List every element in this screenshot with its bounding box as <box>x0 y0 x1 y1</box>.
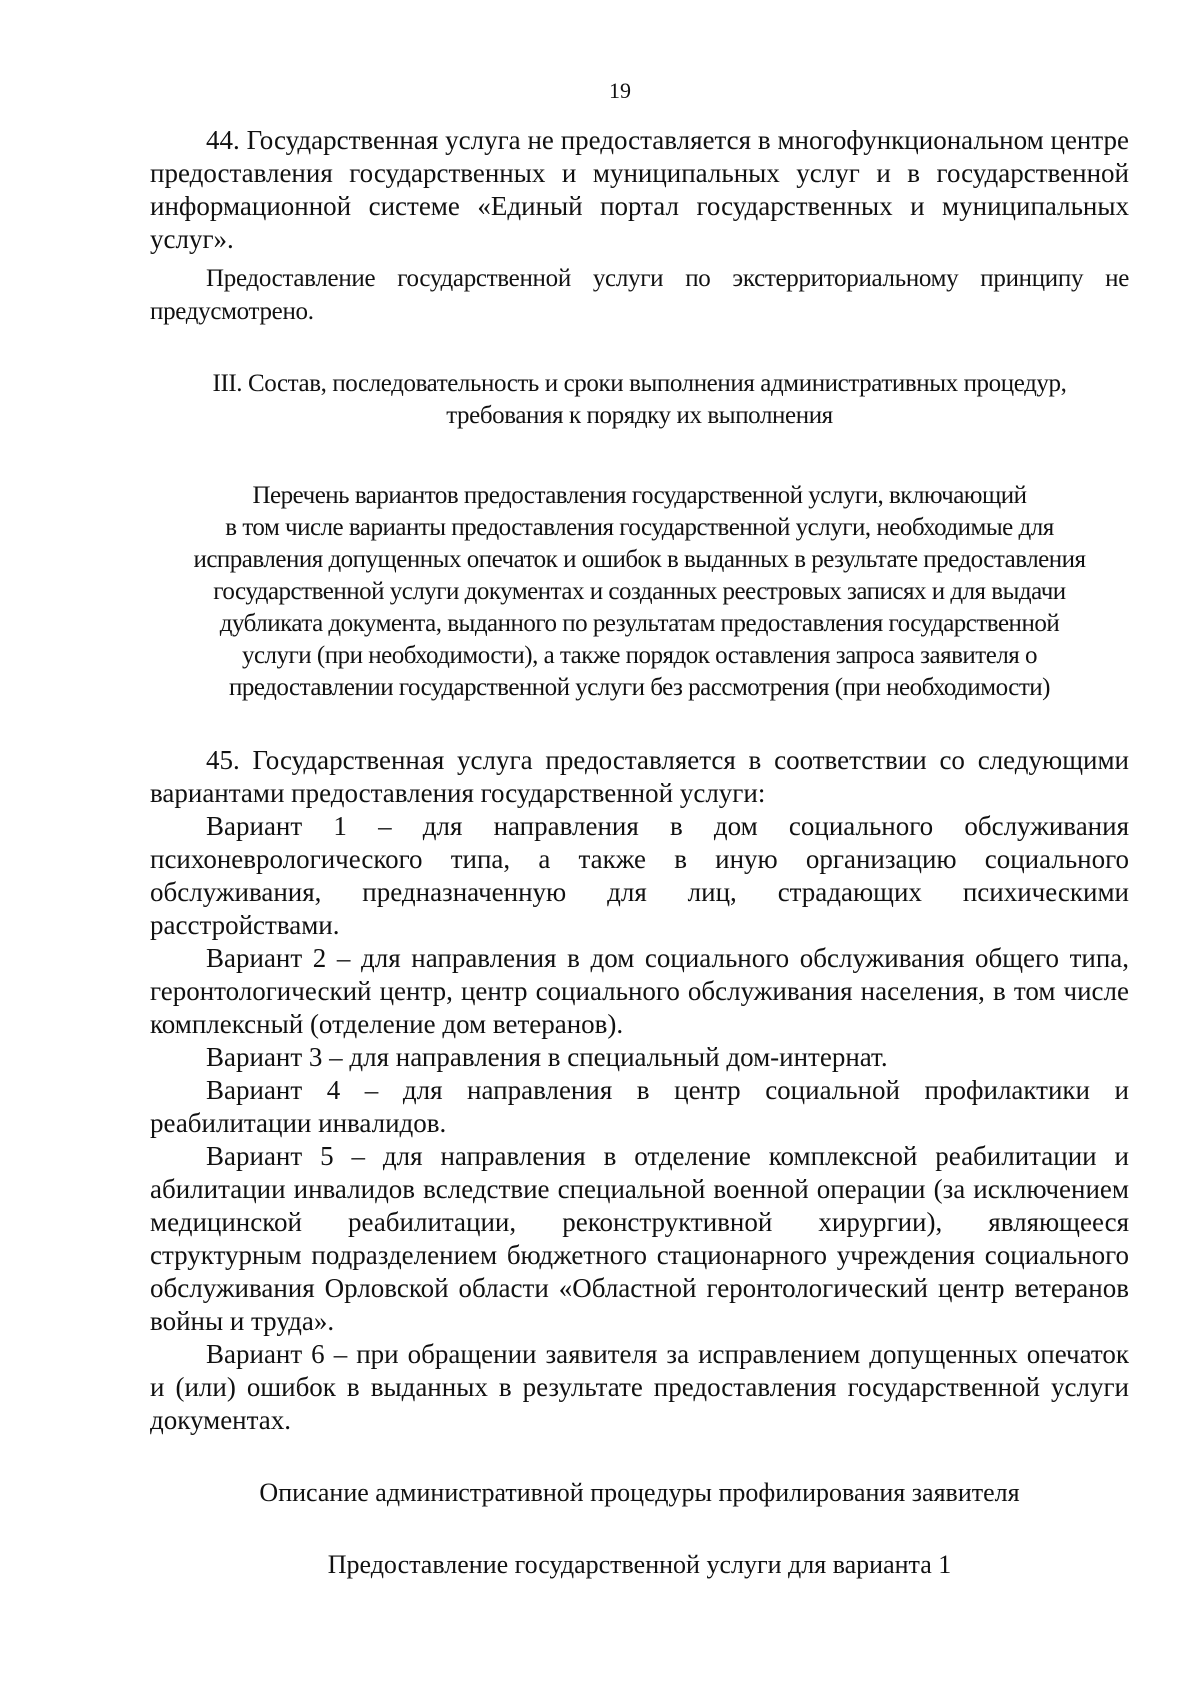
variants-heading-line: государственной услуги документах и созданных реестровых записях и для выдачи <box>213 578 1066 605</box>
document-body <box>150 124 1129 1581</box>
variant-item: Вариант 6 – при обращении заявителя за исправлением допущенных опечаток и (или) ошибок в выданных в результате предоставления государственной услуги документах. <box>150 1339 1129 1435</box>
variant-item: Вариант 1 – для направления в дом социального обслуживания психоневрологического типа, а также в иную организацию социального обслуживания, предназначенную для лиц, страдающих психическими расстройствами. <box>150 811 1129 940</box>
variants-heading-line: в том числе варианты предоставления государственной услуги, необходимые для <box>225 514 1054 541</box>
paragraph-44-extraterritorial: Предоставление государственной услуги по экстерриториальному принципу не предусмотрено. <box>150 265 1129 325</box>
variant-item: Вариант 3 – для направления в специальный дом-интернат. <box>206 1042 888 1072</box>
variants-heading-line: услуги (при необходимости), а также порядок оставления запроса заявителя о <box>241 642 1038 669</box>
variants-heading-line: Перечень вариантов предоставления государственной услуги, включающий <box>252 482 1027 509</box>
variant-item: Вариант 5 – для направления в отделение комплексной реабилитации и абилитации инвалидов вследствие специальной военной операции (за исключением медицинской реабилитации, реконструктивной хирургии), являющееся структурным подразделением бюджетного стационарного учреждения социального обслуживания Орловской области «Областной геронтологический центр ветеранов войны и труда». <box>150 1141 1129 1336</box>
variants-heading-line: дубликата документа, выданного по результатам предоставления государственной <box>219 610 1060 637</box>
variant-1-heading: Предоставление государственной услуги для варианта 1 <box>327 1550 952 1579</box>
variant-item: Вариант 2 – для направления в дом социального обслуживания общего типа, геронтологический центр, центр социального обслуживания населения, в том числе комплексный (отделение дом ветеранов). <box>150 943 1129 1039</box>
variant-item: Вариант 4 – для направления в центр социальной профилактики и реабилитации инвалидов. <box>150 1075 1129 1138</box>
page-number: 19 <box>609 78 631 103</box>
paragraph-44: 44. Государственная услуга не предоставляется в многофункциональном центре предоставления государственных и муниципальных услуг и в государственной информационной системе «Единый портал государственных и муниципальных услуг». <box>150 125 1129 254</box>
profiling-heading: Описание административной процедуры профилирования заявителя <box>259 1478 1020 1507</box>
section-heading-line: требования к порядку их выполнения <box>446 402 833 429</box>
variants-heading-line: исправления допущенных опечаток и ошибок в выданных в результате предоставления <box>193 546 1086 573</box>
section-heading-line: III. Состав, последовательность и сроки выполнения административных процедур, <box>212 370 1067 397</box>
section-heading <box>150 368 1129 432</box>
variants-heading-line: предоставлении государственной услуги без рассмотрения (при необходимости) <box>229 674 1050 701</box>
variants-list-heading <box>150 480 1129 704</box>
paragraph-45: 45. Государственная услуга предоставляется в соответствии со следующими вариантами предоставления государственной услуги: <box>150 745 1129 808</box>
